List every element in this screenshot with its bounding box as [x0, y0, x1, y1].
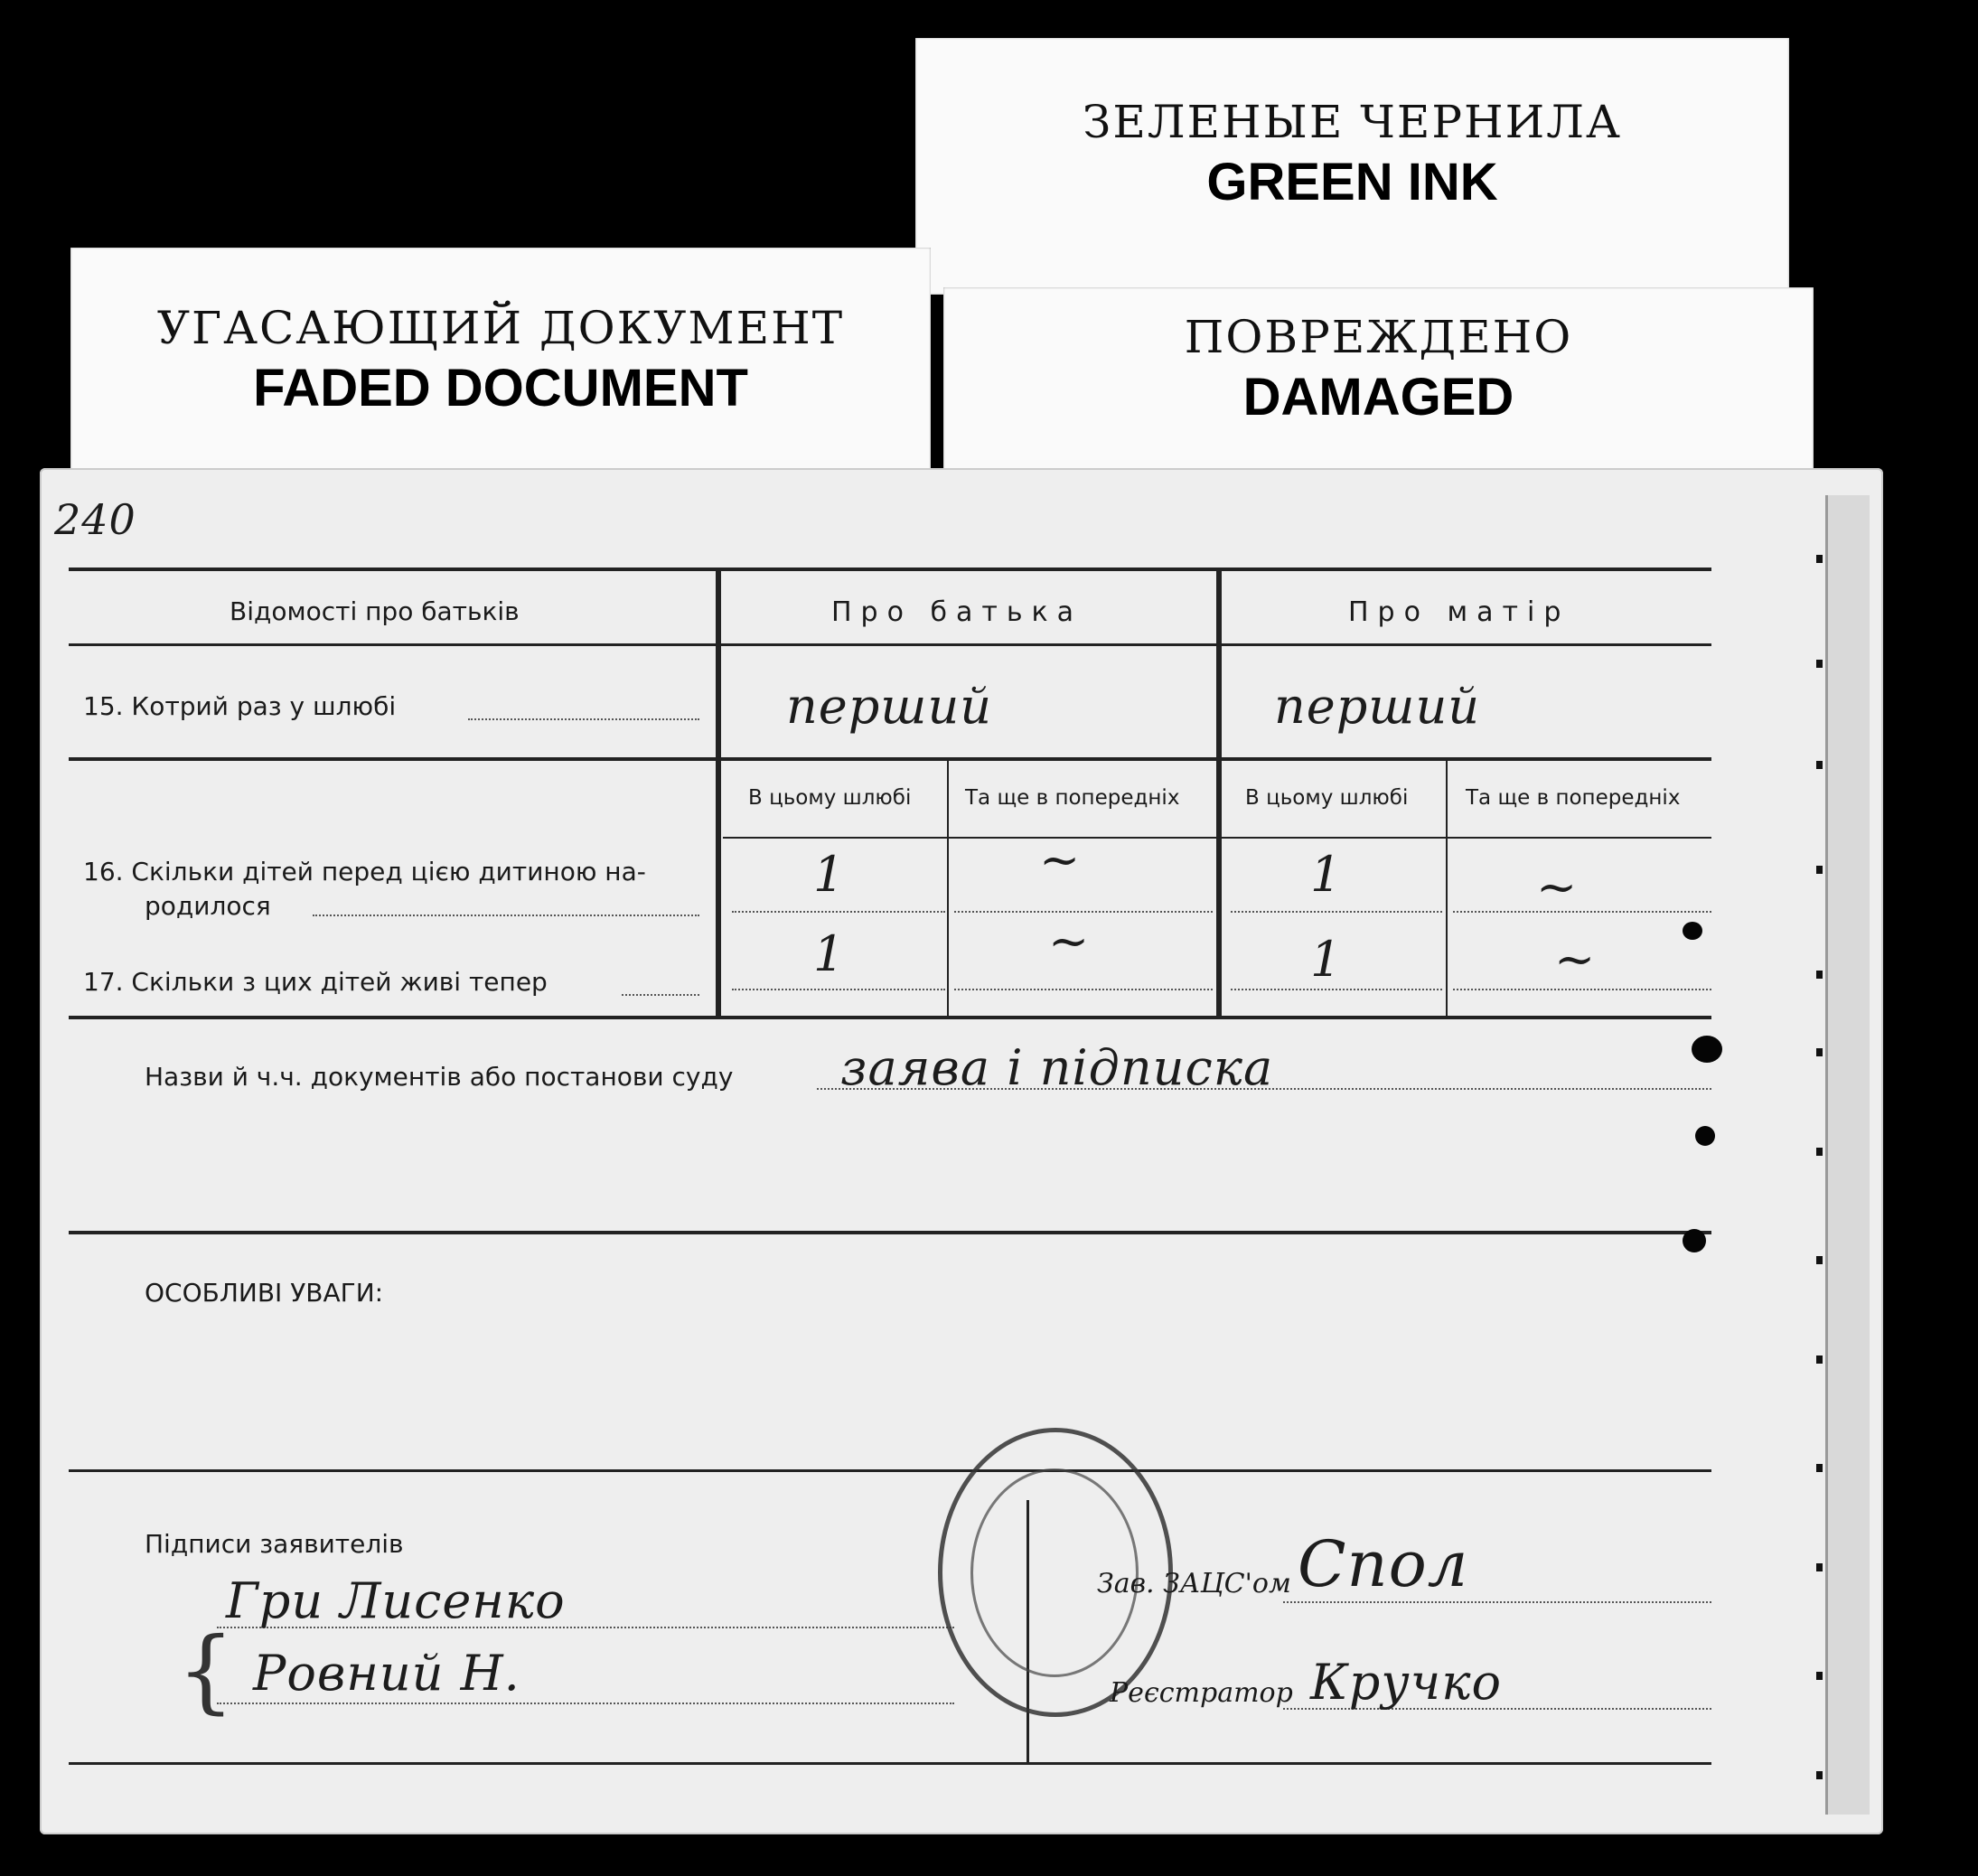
green-ink-label: [915, 38, 1789, 295]
header-bottom-rule: [69, 643, 1711, 646]
notes-bottom-rule: [69, 1469, 1711, 1472]
punch-hole: [1683, 922, 1702, 940]
row17-label: 17. Скільки з цих дітей живі тепер: [83, 967, 548, 997]
applicant2-signature: Ровний Н.: [253, 1645, 520, 1702]
signatures-brace: {: [177, 1618, 235, 1723]
edge-mark: [1816, 1672, 1823, 1680]
signatures-bottom-rule: [69, 1762, 1711, 1765]
col-divider-2: [1216, 571, 1222, 1016]
documents-label: Назви й ч.ч. документів або постанови суду: [145, 1062, 734, 1092]
edge-mark: [1816, 971, 1823, 979]
row17-mother-this-value: 1: [1310, 931, 1343, 988]
edge-mark: [1816, 761, 1823, 769]
row16-mother-prev-line: [1453, 911, 1711, 913]
subheader-mother-prev: Та ще в попередніх: [1466, 786, 1681, 810]
col-divider-father-sub: [947, 761, 949, 1016]
edge-mark: [1816, 1563, 1823, 1571]
row15-mother-value: перший: [1274, 678, 1481, 735]
damaged-label-ru: ПОВРЕЖДЕНО: [1184, 311, 1573, 363]
green-ink-label-ru: ЗЕЛЕНЫЕ ЧЕРНИЛА: [1083, 96, 1622, 148]
punch-hole: [1695, 1126, 1715, 1146]
row16-leader: [313, 915, 699, 916]
damaged-label: [943, 287, 1814, 492]
edge-mark: [1816, 660, 1823, 668]
table-bottom-rule: [69, 1016, 1711, 1019]
page-edge: [1825, 495, 1870, 1815]
row16-label-line2: родилося: [145, 891, 271, 921]
faded-document-label-en: FADED DOCUMENT: [253, 359, 748, 417]
col-divider-mother-sub: [1446, 761, 1448, 1016]
special-notes-label: ОСОБЛИВІ УВАГИ:: [145, 1278, 384, 1308]
edge-mark: [1816, 1148, 1823, 1156]
documents-value: заява і підписка: [840, 1039, 1274, 1096]
documents-bottom-rule: [69, 1231, 1711, 1234]
row17-father-this-value: 1: [813, 925, 846, 982]
applicant2-line: [217, 1702, 954, 1704]
row16-mother-this-line: [1231, 911, 1442, 913]
edge-mark: [1816, 1256, 1823, 1264]
header-about-father: Про батька: [831, 596, 1083, 628]
signatures-label: Підписи заявителів: [145, 1529, 404, 1559]
head-label: Зав. ЗАЦС'ом: [1097, 1568, 1291, 1599]
row17-father-prev-line: [954, 989, 1213, 990]
row16-label-line1: 16. Скільки дітей перед цією дитиною на-: [83, 857, 646, 886]
row16-mother-this-value: 1: [1310, 846, 1343, 903]
edge-mark: [1816, 555, 1823, 563]
row16-mother-prev-value: ~: [1536, 858, 1579, 915]
row17-father-this-line: [732, 989, 945, 990]
header-about-mother: Про матір: [1348, 596, 1570, 628]
row16-father-this-value: 1: [813, 846, 846, 903]
applicant1-signature: Гри Лисенко: [226, 1572, 566, 1629]
row17-leader: [622, 994, 699, 996]
header-parents-info: Відомості про батьків: [230, 596, 520, 626]
row17-father-prev-value: ~: [1048, 913, 1091, 970]
row15-label: 15. Котрий раз у шлюбі: [83, 691, 397, 721]
damaged-label-en: DAMAGED: [1242, 368, 1514, 427]
row17-mother-prev-line: [1453, 989, 1711, 990]
subheader-father-prev: Та ще в попередніх: [965, 786, 1180, 810]
registrar-label: Реєстратор: [1110, 1677, 1293, 1709]
registrar-signature: Кручко: [1310, 1654, 1503, 1711]
col-divider-1: [716, 571, 721, 1016]
green-ink-label-en: GREEN INK: [1206, 153, 1498, 211]
row15-bottom-rule: [69, 757, 1711, 761]
table-top-rule: [69, 567, 1711, 571]
row16-father-prev-value: ~: [1039, 831, 1082, 888]
faded-document-label-ru: УГАСАЮЩИЙ ДОКУМЕНТ: [156, 302, 845, 354]
row15-leader: [468, 718, 699, 720]
row17-mother-this-line: [1231, 989, 1442, 990]
row16-father-this-line: [732, 911, 945, 913]
page-number: 240: [54, 495, 136, 544]
row15-father-value: перший: [786, 678, 993, 735]
edge-mark: [1816, 866, 1823, 874]
head-signature: Спол: [1298, 1527, 1469, 1601]
subheader-father-this: В цьому шлюбі: [748, 786, 912, 810]
row17-mother-prev-value: ~: [1554, 931, 1597, 988]
edge-mark: [1816, 1355, 1823, 1364]
punch-hole: [1692, 1036, 1722, 1063]
faded-document-label: [70, 248, 931, 490]
edge-mark: [1816, 1771, 1823, 1779]
subheader-mother-this: В цьому шлюбі: [1245, 786, 1409, 810]
head-line: [1283, 1601, 1711, 1603]
edge-mark: [1816, 1048, 1823, 1056]
punch-hole: [1683, 1229, 1706, 1252]
edge-mark: [1816, 1464, 1823, 1472]
